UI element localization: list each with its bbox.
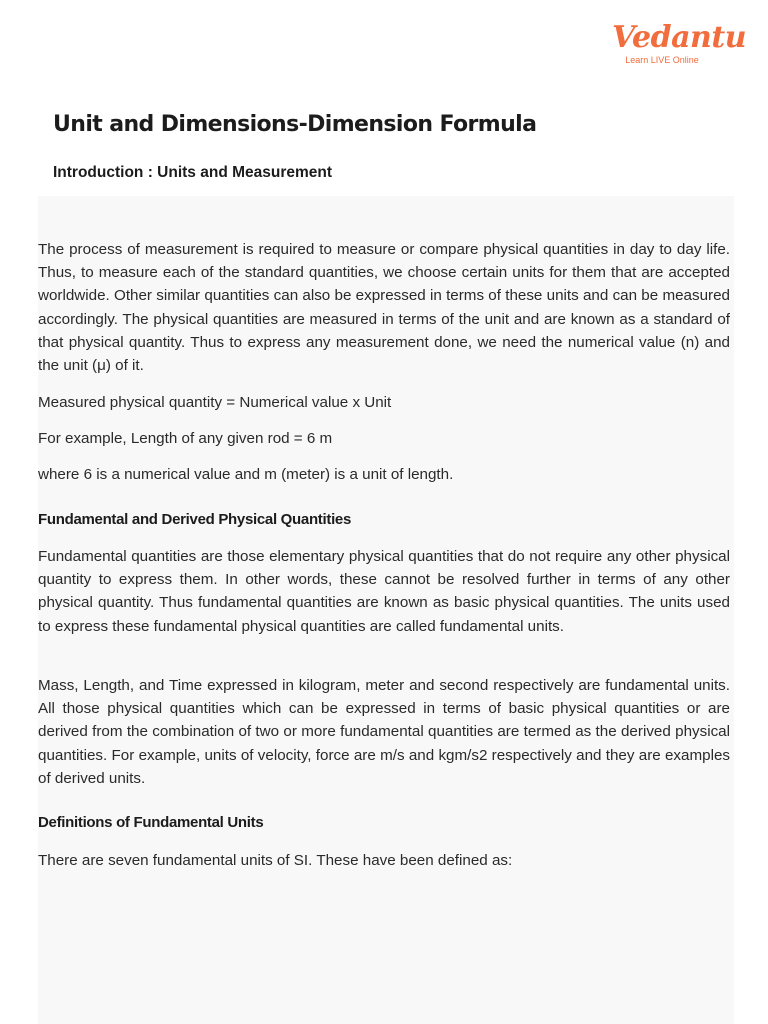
paragraph-length-example: For example, Length of any given rod = 6 m [38, 430, 333, 447]
paragraph-length-explanation: where 6 is a numerical value and m (meter) is a unit of length. [38, 466, 454, 483]
heading-fundamental-derived: Fundamental and Derived Physical Quantities [38, 511, 352, 528]
heading-definitions-fundamental-units: Definitions of Fundamental Units [38, 814, 264, 831]
paragraph-seven-si-units: There are seven fundamental units of SI. These have been defined as: [38, 852, 513, 869]
logo-tagline: Learn LIVE Online [625, 55, 699, 65]
paragraph-measured-quantity-formula: Measured physical quantity = Numerical value x Unit [38, 394, 392, 411]
intro-heading: Introduction : Units and Measurement [53, 164, 333, 181]
page-title: Unit and Dimensions-Dimension Formula [53, 112, 537, 137]
logo-wordmark: Vedantu [612, 20, 747, 55]
paragraph-fundamental-quantities: Fundamental quantities are those elementary physical quantities that do not require any other physical quantity to express them. In other words, these cannot be resolved further in terms of any other physical quantity. Thus fundamental quantities are known as basic physical quantities. The units used to express these fundamental physical quantities are called fundamental units. [38, 548, 730, 635]
vedantu-logo[interactable] [612, 20, 747, 66]
paragraph-measurement-process: The process of measurement is required to measure or compare physical quantities in day to day life. Thus, to measure each of the standard quantities, we choose certain units for them that are accepted worldwide. Other similar quantities can also be expressed in terms of these units and can be measured accordingly. The physical quantities are measured in terms of the unit and are known as a standard of that physical quantity. Thus to express any measurement done, we need the numerical value (n) and the unit (μ) of it. [38, 241, 730, 375]
paragraph-derived-quantities: Mass, Length, and Time expressed in kilogram, meter and second respectively are fundamental units. All those physical quantities which can be expressed in terms of basic physical quantities or are derived from the combination of two or more fundamental quantities are termed as the derived physical quantities. For example, units of velocity, force are m/s and kgm/s2 respectively and they are examples of derived units. [38, 677, 730, 787]
